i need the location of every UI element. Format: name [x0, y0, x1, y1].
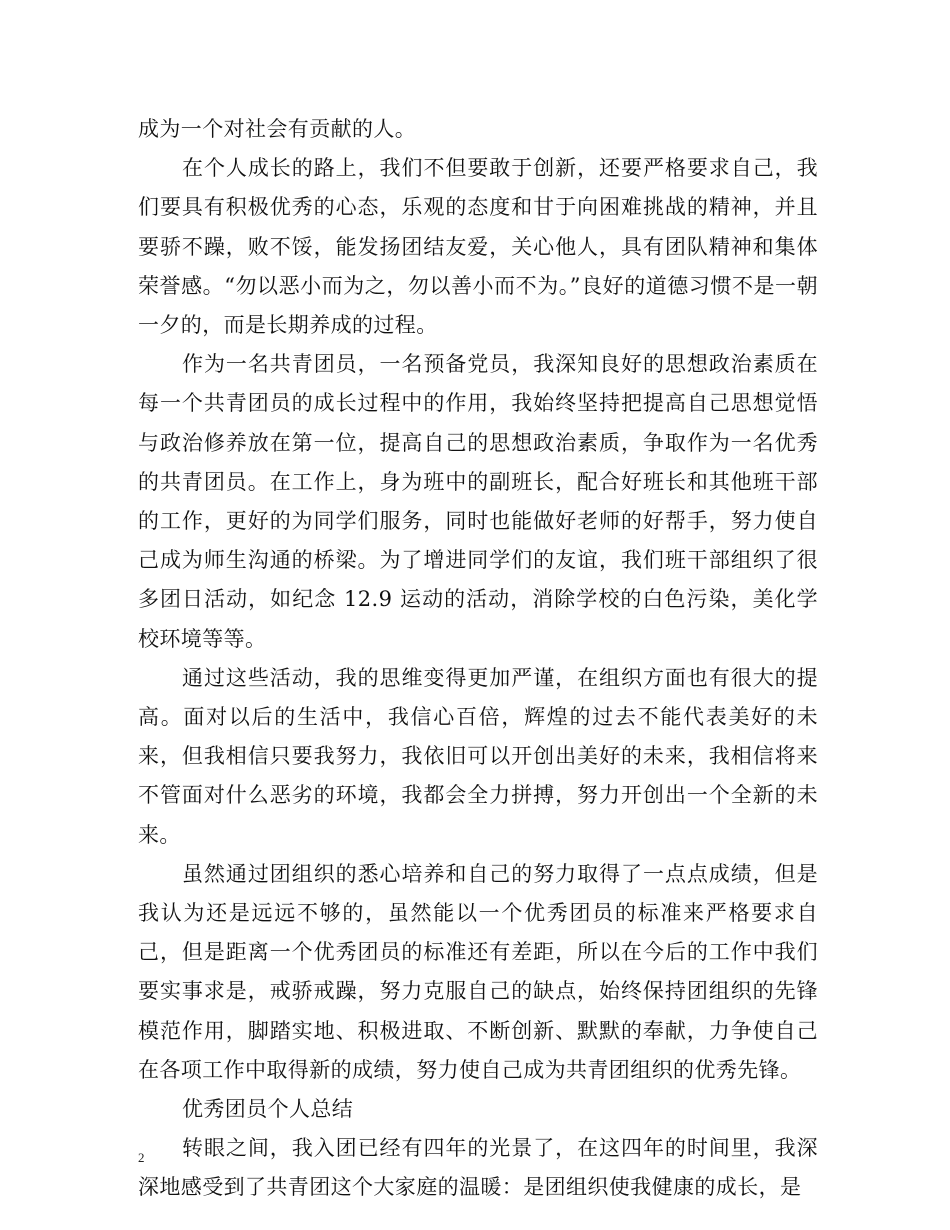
paragraph-summary-opening: 转眼之间，我入团已经有四年的光景了，在这四年的时间里，我深深地感受到了共青团这个大家庭的温暖：是团组织使我健康的成长，是 [138, 1136, 818, 1200]
section-heading: 优秀团员个人总结 [182, 1097, 354, 1122]
paragraph-league-member-role: 作为一名共青团员，一名预备党员，我深知良好的思想政治素质在每一个共青团员的成长过程中的作用，我始终坚持把提高自己思想觉悟与政治修养放在第一位，提高自己的思想政治素质，争取作为一名优秀的共青团员。在工作上，身为班中的副班长，配合好班长和其他班干部的工作，更好的为同学们服务，同时也能做好老师的好帮手，努力使自己成为师生沟通的桥梁。为了增进同学们的友谊，我们班干部组织了很多团日活动，如纪念 12.9 运动的活动，消除学校的白色污染，美化学校环境等等。 [138, 352, 818, 651]
paragraph-shortcomings: 虽然通过团组织的悉心培养和自己的努力取得了一点点成绩，但是我认为还是远远不够的，虽然能以一个优秀团员的标准来严格要求自己，但是距离一个优秀团员的标准还有差距，所以在今后的工作中我们要实事求是，戒骄戒躁，努力克服自己的缺点，始终保持团组织的先锋模范作用，脚踏实地、积极进取、不断创新、默默的奉献，力争使自己在各项工作中取得新的成绩，努力使自己成为共青团组织的优秀先锋。 [138, 861, 818, 1082]
page-number: 2 [138, 1150, 145, 1165]
document-body [138, 110, 818, 1208]
paragraph-continuation: 成为一个对社会有贡献的人。 [138, 117, 417, 141]
paragraph-personal-growth: 在个人成长的路上，我们不但要敢于创新，还要严格要求自己，我们要具有积极优秀的心态，乐观的态度和甘于向困难挑战的精神，并且要骄不躁，败不馁，能发扬团结友爱，关心他人，具有团队精神和集体荣誉感。“勿以恶小而为之，勿以善小而不为。”良好的道德习惯不是一朝一夕的，而是长期养成的过程。 [138, 156, 818, 338]
paragraph-activities-reflection: 通过这些活动，我的思维变得更加严谨，在组织方面也有很大的提高。面对以后的生活中，我信心百倍，辉煌的过去不能代表美好的未来，但我相信只要我努力，我依旧可以开创出美好的未来，我相信将来不管面对什么恶劣的环境，我都会全力拼搏，努力开创出一个全新的未来。 [138, 665, 818, 847]
